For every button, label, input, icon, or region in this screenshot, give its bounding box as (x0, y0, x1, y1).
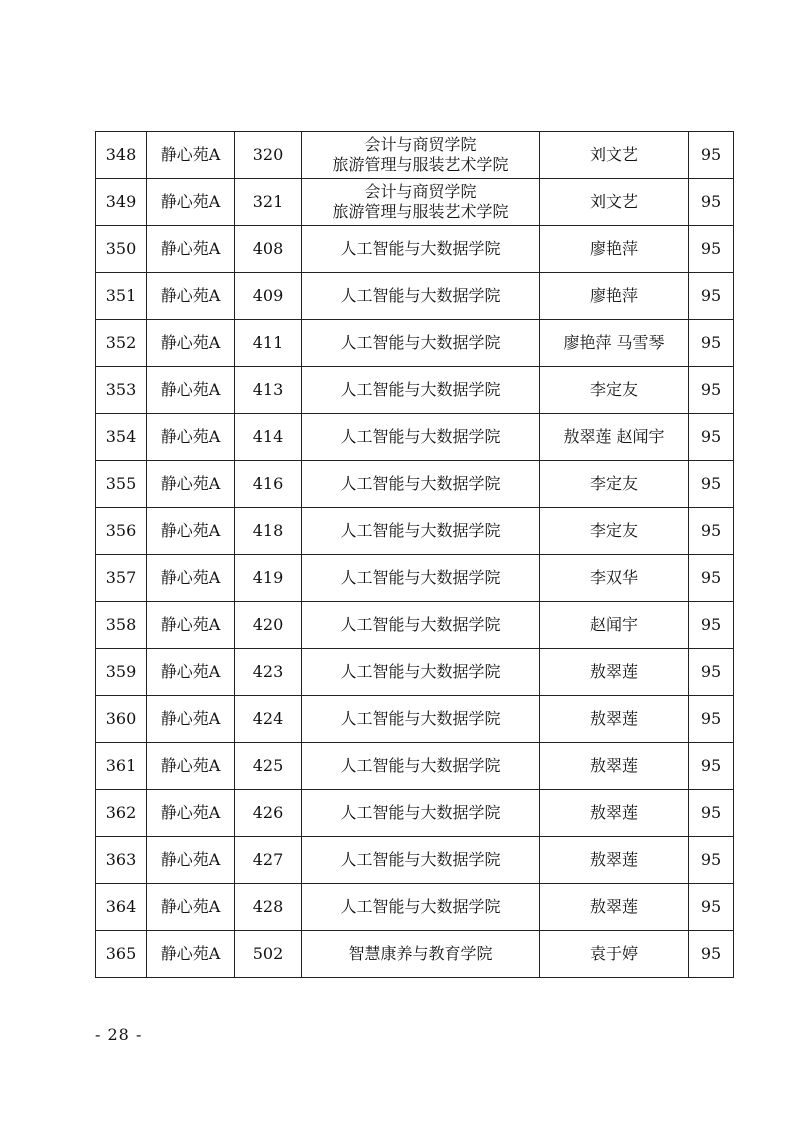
table-row (96, 226, 734, 273)
score-cell: 95 (689, 555, 734, 602)
college-line: 人工智能与大数据学院 (340, 850, 501, 869)
row-number-cell: 357 (96, 555, 147, 602)
college-line: 旅游管理与服装艺术学院 (332, 155, 509, 174)
room-cell: 414 (235, 414, 302, 461)
row-number-cell: 349 (96, 179, 147, 226)
score-cell: 95 (689, 649, 734, 696)
responsible-person-cell: 李定友 (540, 508, 689, 555)
college-line: 旅游管理与服装艺术学院 (332, 202, 509, 221)
college-line: 人工智能与大数据学院 (340, 615, 501, 634)
responsible-person-cell: 刘文艺 (540, 179, 689, 226)
responsible-person-cell: 廖艳萍 (540, 273, 689, 320)
row-number-cell: 365 (96, 931, 147, 978)
responsible-person-cell: 李定友 (540, 367, 689, 414)
college-line: 人工智能与大数据学院 (340, 803, 501, 822)
table-row (96, 837, 734, 884)
room-cell: 321 (235, 179, 302, 226)
row-number-cell: 350 (96, 226, 147, 273)
college-cell (302, 602, 540, 649)
row-number-cell: 359 (96, 649, 147, 696)
table-row (96, 555, 734, 602)
score-cell: 95 (689, 367, 734, 414)
table-row (96, 132, 734, 179)
responsible-person-cell: 敖翠莲 (540, 884, 689, 931)
table-row (96, 743, 734, 790)
score-cell: 95 (689, 414, 734, 461)
responsible-person-cell: 敖翠莲 (540, 696, 689, 743)
row-number-cell: 362 (96, 790, 147, 837)
responsible-person-cell: 敖翠莲 (540, 743, 689, 790)
table-row (96, 508, 734, 555)
row-number-cell: 360 (96, 696, 147, 743)
table-row (96, 602, 734, 649)
score-cell: 95 (689, 602, 734, 649)
college-cell (302, 461, 540, 508)
college-cell (302, 884, 540, 931)
college-cell (302, 132, 540, 179)
table-row (96, 931, 734, 978)
responsible-person-cell: 敖翠莲 赵闻宇 (540, 414, 689, 461)
building-cell: 静心苑A (147, 226, 235, 273)
building-cell: 静心苑A (147, 884, 235, 931)
college-line: 人工智能与大数据学院 (340, 474, 501, 493)
room-cell: 416 (235, 461, 302, 508)
table-row (96, 790, 734, 837)
responsible-person-cell: 敖翠莲 (540, 837, 689, 884)
building-cell: 静心苑A (147, 696, 235, 743)
score-cell: 95 (689, 837, 734, 884)
row-number-cell: 364 (96, 884, 147, 931)
college-cell (302, 367, 540, 414)
building-cell: 静心苑A (147, 320, 235, 367)
college-cell (302, 743, 540, 790)
college-line: 人工智能与大数据学院 (340, 286, 501, 305)
row-number-cell: 353 (96, 367, 147, 414)
score-cell: 95 (689, 790, 734, 837)
row-number-cell: 354 (96, 414, 147, 461)
responsible-person-cell: 刘文艺 (540, 132, 689, 179)
college-line: 人工智能与大数据学院 (340, 380, 501, 399)
college-cell (302, 555, 540, 602)
college-line: 人工智能与大数据学院 (340, 756, 501, 775)
table-row (96, 320, 734, 367)
building-cell: 静心苑A (147, 414, 235, 461)
row-number-cell: 363 (96, 837, 147, 884)
score-cell: 95 (689, 273, 734, 320)
table-row (96, 461, 734, 508)
building-cell: 静心苑A (147, 931, 235, 978)
college-line: 人工智能与大数据学院 (340, 709, 501, 728)
building-cell: 静心苑A (147, 132, 235, 179)
college-cell (302, 790, 540, 837)
table-row (96, 649, 734, 696)
row-number-cell: 348 (96, 132, 147, 179)
college-cell (302, 649, 540, 696)
score-cell: 95 (689, 508, 734, 555)
college-line: 智慧康养与教育学院 (348, 944, 493, 963)
score-cell: 95 (689, 461, 734, 508)
college-line: 人工智能与大数据学院 (340, 427, 501, 446)
room-cell: 502 (235, 931, 302, 978)
table-row (96, 696, 734, 743)
room-cell: 423 (235, 649, 302, 696)
college-cell (302, 179, 540, 226)
responsible-person-cell: 廖艳萍 (540, 226, 689, 273)
room-cell: 413 (235, 367, 302, 414)
responsible-person-cell: 李定友 (540, 461, 689, 508)
table-body (96, 132, 734, 978)
row-number-cell: 358 (96, 602, 147, 649)
college-cell (302, 414, 540, 461)
building-cell: 静心苑A (147, 837, 235, 884)
building-cell: 静心苑A (147, 790, 235, 837)
row-number-cell: 351 (96, 273, 147, 320)
college-line: 人工智能与大数据学院 (340, 239, 501, 258)
dormitory-score-table (95, 131, 734, 978)
row-number-cell: 355 (96, 461, 147, 508)
responsible-person-cell: 赵闻宇 (540, 602, 689, 649)
building-cell: 静心苑A (147, 273, 235, 320)
room-cell: 409 (235, 273, 302, 320)
responsible-person-cell: 敖翠莲 (540, 649, 689, 696)
page-number: - 28 - (95, 1025, 143, 1044)
building-cell: 静心苑A (147, 179, 235, 226)
score-cell: 95 (689, 226, 734, 273)
room-cell: 320 (235, 132, 302, 179)
score-cell: 95 (689, 743, 734, 790)
room-cell: 411 (235, 320, 302, 367)
college-line: 人工智能与大数据学院 (340, 897, 501, 916)
row-number-cell: 352 (96, 320, 147, 367)
score-cell: 95 (689, 132, 734, 179)
score-cell: 95 (689, 320, 734, 367)
table-row (96, 884, 734, 931)
college-line: 会计与商贸学院 (364, 182, 477, 201)
building-cell: 静心苑A (147, 555, 235, 602)
college-line: 会计与商贸学院 (364, 135, 477, 154)
responsible-person-cell: 袁于婷 (540, 931, 689, 978)
room-cell: 427 (235, 837, 302, 884)
room-cell: 425 (235, 743, 302, 790)
room-cell: 408 (235, 226, 302, 273)
table-row (96, 273, 734, 320)
building-cell: 静心苑A (147, 461, 235, 508)
room-cell: 420 (235, 602, 302, 649)
score-cell: 95 (689, 931, 734, 978)
building-cell: 静心苑A (147, 602, 235, 649)
college-cell (302, 696, 540, 743)
college-cell (302, 320, 540, 367)
row-number-cell: 356 (96, 508, 147, 555)
college-line: 人工智能与大数据学院 (340, 333, 501, 352)
score-cell: 95 (689, 884, 734, 931)
row-number-cell: 361 (96, 743, 147, 790)
college-cell (302, 226, 540, 273)
college-cell (302, 837, 540, 884)
responsible-person-cell: 廖艳萍 马雪琴 (540, 320, 689, 367)
college-cell (302, 508, 540, 555)
college-cell (302, 931, 540, 978)
table-row (96, 179, 734, 226)
room-cell: 426 (235, 790, 302, 837)
responsible-person-cell: 李双华 (540, 555, 689, 602)
room-cell: 424 (235, 696, 302, 743)
college-line: 人工智能与大数据学院 (340, 521, 501, 540)
room-cell: 418 (235, 508, 302, 555)
college-line: 人工智能与大数据学院 (340, 662, 501, 681)
room-cell: 419 (235, 555, 302, 602)
building-cell: 静心苑A (147, 367, 235, 414)
building-cell: 静心苑A (147, 649, 235, 696)
room-cell: 428 (235, 884, 302, 931)
building-cell: 静心苑A (147, 743, 235, 790)
responsible-person-cell: 敖翠莲 (540, 790, 689, 837)
college-cell (302, 273, 540, 320)
score-cell: 95 (689, 696, 734, 743)
score-cell: 95 (689, 179, 734, 226)
table-row (96, 367, 734, 414)
building-cell: 静心苑A (147, 508, 235, 555)
college-line: 人工智能与大数据学院 (340, 568, 501, 587)
table-row (96, 414, 734, 461)
